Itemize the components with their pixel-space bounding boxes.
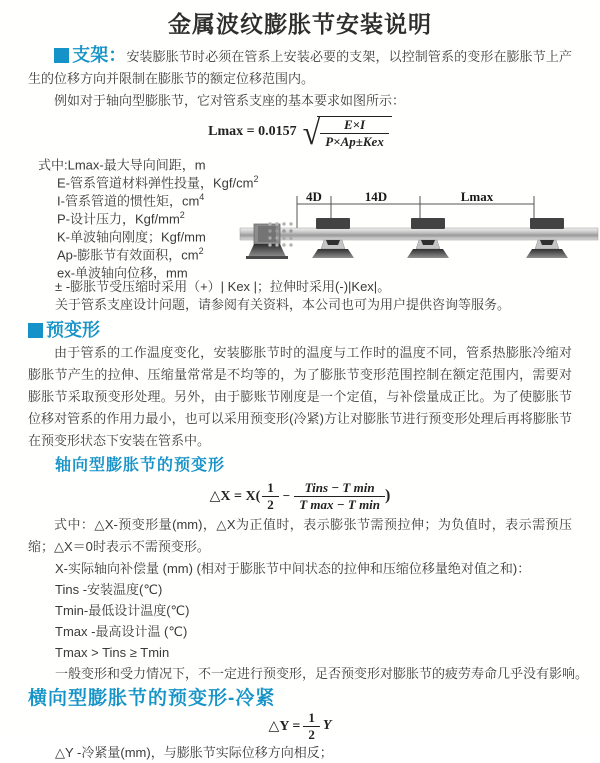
plus-minus-note-row	[55, 278, 600, 296]
lateral-formula-lhs: △Y =	[268, 718, 301, 734]
half-numerator: 1	[267, 479, 274, 495]
axial-definition-row: 一般变形和受力情况下，不一定进行预变形，足否预变形对膨胀节的疲劳寿命几乎没有影响。	[55, 666, 589, 681]
unit-superscript: 4	[199, 192, 205, 202]
temperature-numerator: Tins − T min	[304, 479, 375, 495]
lmax-fraction-denominator: P×Ap±Kex	[320, 133, 389, 149]
dim-label-4d: 4D	[306, 189, 322, 204]
support-intro-paragraph	[28, 44, 572, 90]
half-denominator: 2	[262, 496, 279, 512]
temperature-fraction	[294, 481, 385, 512]
page-title: 金属波纹膨胀节安装说明	[168, 11, 432, 37]
definition-text: Ap-膨胀节有效面积，cm	[57, 247, 199, 263]
predeform-heading-label: 预变形	[46, 320, 100, 340]
support-example-line: 例如对于轴向型膨胀节，它对管系支座的基本要求如图所示：	[54, 93, 406, 108]
lateral-note-line: △Y -冷紧量(mm)，与膨胀节实际位移方向相反；	[55, 745, 333, 760]
blue-square-icon	[54, 48, 69, 63]
axial-definition-row: X-实际轴向补偿量 (mm) (相对于膨胀节中间状态的拉伸和压缩位移量绝对值之和)：	[55, 561, 531, 576]
support-section-heading	[54, 45, 126, 65]
definition-row	[38, 152, 600, 173]
dim-label-lmax: Lmax	[460, 189, 494, 204]
temperature-denominator: T max − T min	[294, 496, 385, 512]
consulting-note-row	[55, 296, 600, 314]
definition-text: ± -膨胀节受压缩时采用（+）| Kex |；拉伸时采用(-)|Kex|。	[55, 279, 391, 294]
formula-lateral-coldpull	[0, 709, 600, 742]
sqrt-radical-icon: √	[302, 112, 321, 152]
axial-definition-row: Tins -安装温度(℃)	[55, 582, 163, 597]
axial-definition-row: Tmin-最低设计温度(℃)	[55, 603, 190, 618]
axial-definition-row: Tmax -最高设计温 (℃)	[55, 624, 188, 639]
half-denominator: 2	[303, 726, 320, 742]
axial-formula-lhs: △X = X(	[209, 488, 261, 504]
definition-text: 关于管系支座设计问题，请参阅有关资料，本公司也可为用户提供咨询等服务。	[55, 297, 511, 312]
unit-superscript: 2	[253, 174, 259, 184]
lateral-subsection-heading: 横向型膨胀节的预变形-冷紧	[28, 688, 276, 709]
lmax-fraction	[320, 118, 389, 149]
close-paren: )	[385, 487, 391, 504]
definition-text: K-单波轴向刚度；Kgf/mm	[57, 229, 206, 245]
definition-row	[57, 170, 600, 191]
unit-superscript: 2	[179, 210, 185, 220]
axial-definition-row: Tmax > Tins ≥ Tmin	[55, 645, 170, 660]
pipe-support-diagram	[240, 190, 598, 275]
sqrt-body	[317, 116, 392, 149]
one-half-fraction	[303, 711, 320, 742]
definition-text: P-设计压力，Kgf/mm	[57, 211, 180, 227]
axial-definitions-list	[0, 558, 600, 684]
definition-text: E-管系管道材料弹性投量，Kgf/cm	[57, 175, 254, 191]
blue-square-icon	[28, 323, 43, 338]
lmax-fraction-numerator: E×I	[343, 116, 366, 132]
predeform-paragraph: 由于管系的工作温度变化，安装膨胀节时的温度与工作时的温度不同，管系热膨胀冷缩对膨胀节产生的拉伸、压缩量常常是不均等的，为了膨胀节变形范围控制在额定范围内，需要对膨胀节采取预变形处理。另外，由于膨账节刚度是一个定值，与补偿量成正比。为了使膨胀节位移对管系的作用力最小，也可以采用预变形(冷紧)方让对膨胀节进行预变形处理后再将膨胀节在预变形状态下安装在管系中。	[28, 345, 572, 448]
support-heading-label: 支架：	[72, 45, 127, 65]
pipe	[240, 228, 598, 240]
formula-axial-predeform	[0, 478, 600, 514]
dim-label-14d: 14D	[364, 189, 388, 204]
half-numerator: 1	[308, 709, 315, 725]
predeform-section-heading	[28, 318, 600, 342]
support-intro-text: 安装膨胀节时必须在管系上安装必要的支架，以控制管系的变形在膨胀节上产生的位移方向并限制在膨胀节的额定位移范围内。	[28, 49, 572, 86]
definition-text: ex-单波轴向位移，mm	[57, 265, 188, 281]
definition-text: 式中:Lmax-最大导向间距，m	[38, 157, 206, 173]
one-half-fraction	[262, 481, 279, 512]
lateral-formula-rhs: Y	[322, 718, 332, 733]
formula-lmax-lhs: Lmax = 0.0157	[208, 124, 297, 139]
unit-superscript: 2	[198, 246, 204, 256]
definition-text: I-管系管道的惯性矩，cm	[57, 193, 200, 209]
axial-explain-paragraph: 式中：△X-预变形量(mm)，△X为正值时，表示膨张节需预拉伸；为负值时，表示需预压缩；△X＝0时表示不需预变形。	[28, 517, 572, 554]
formula-lmax	[0, 114, 600, 150]
axial-subsection-heading: 轴向型膨胀节的预变形	[55, 457, 226, 474]
minus-sign: −	[282, 488, 291, 503]
